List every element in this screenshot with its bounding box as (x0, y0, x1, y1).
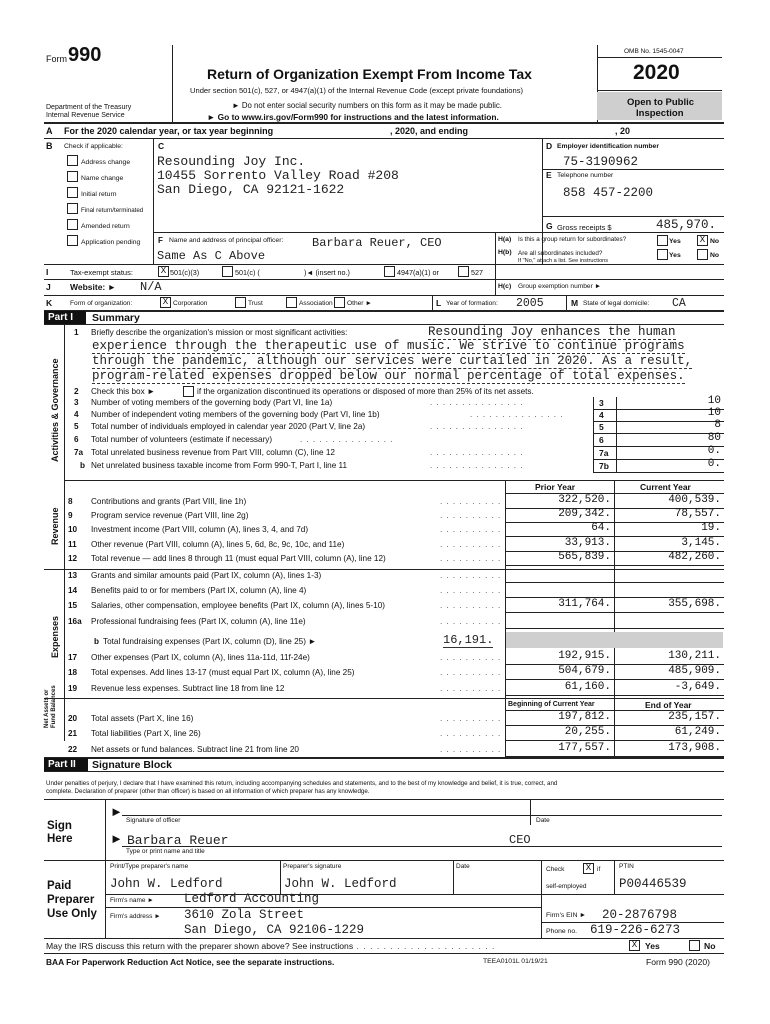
gov-box-num: 6 (599, 435, 604, 445)
line-a-text: For the 2020 calendar year, or tax year beginning (64, 126, 274, 136)
line-a-ending: , 2020, and ending (390, 126, 469, 136)
gov-box-frame (593, 409, 617, 421)
gov-box-num: 7a (599, 448, 609, 458)
open-public-1: Open to Public (627, 97, 695, 108)
discuss-yes-label: Yes (645, 941, 660, 951)
leader-dots: . . . . . . . . . . (440, 511, 502, 520)
discuss-no-checkbox[interactable] (689, 940, 700, 951)
line-text: Total assets (Part X, line 16) (91, 714, 194, 723)
opt-501c3: 501(c)(3) (170, 268, 200, 277)
firm-ein-label: Firm's EIN ► (546, 912, 587, 919)
prior-value: 177,557. (558, 742, 611, 754)
line-num: 22 (68, 745, 78, 754)
year-formation: 2005 (516, 297, 544, 310)
hc-label: H(c) (498, 283, 512, 290)
current-value: 355,698. (668, 598, 721, 610)
501c-checkbox[interactable] (222, 266, 233, 277)
check-label: Initial return (81, 191, 117, 198)
side-expenses: Expenses (50, 615, 60, 658)
gov-box-num: 7b (599, 461, 609, 471)
form-reference: Form 990 (2020) (646, 957, 711, 967)
row-line (505, 628, 724, 629)
use-only-label: Use Only (47, 908, 97, 920)
section-g-label: G (546, 221, 553, 231)
section-e-text: Telephone number (557, 172, 614, 179)
penalty-text-2: complete. Declaration of preparer (other than officer) is based on all information of which preparer has any knowledge. (46, 788, 370, 795)
section-f-text: Name and address of principal officer: (169, 237, 284, 244)
line-a-20: , 20 (615, 126, 631, 136)
line-num: 13 (68, 571, 78, 580)
sign-arrow-icon-2: ► (110, 831, 123, 846)
line-text: Contributions and grants (Part VIII, line 1h) (91, 497, 247, 506)
opt-4947: 4947(a)(1) or (397, 268, 439, 277)
row-line (505, 740, 724, 741)
here-label: Here (47, 833, 73, 845)
gov-box-frame (593, 397, 617, 409)
signer-title: CEO (509, 833, 531, 847)
hb-yes-checkbox[interactable] (657, 249, 668, 260)
gov-value: 8 (714, 419, 721, 431)
checkbox-amended-return[interactable] (67, 219, 78, 230)
gov-box-frame (593, 434, 617, 446)
firm-ein: 20-2876798 (602, 908, 678, 922)
print-name-label: Print/Type preparer's name (110, 863, 189, 870)
side-net-assets-1: Net Assets or (44, 689, 50, 728)
current-value: 130,211. (668, 650, 721, 662)
preparer-name: John W. Ledford (110, 877, 223, 891)
firm-address-1: 3610 Zola Street (184, 908, 305, 922)
gov-box-num: 5 (599, 422, 604, 432)
part1-title: Summary (92, 312, 140, 324)
discuss-no-label: No (704, 941, 716, 951)
line-num: 14 (68, 586, 78, 595)
line-a-label: A (46, 126, 53, 136)
line-num: 9 (68, 511, 73, 520)
row-line (505, 679, 724, 680)
section-g-text: Gross receipts $ (557, 223, 612, 232)
hb-text: Are all subordinates included? (518, 250, 603, 257)
4947-checkbox[interactable] (384, 266, 395, 277)
line-text: Salaries, other compensation, employee benefits (Part IX, column (A), lines 5-10) (91, 601, 385, 610)
checkbox-address-change[interactable] (67, 155, 78, 166)
prior-value: 504,679. (558, 665, 611, 677)
sign-label: Sign (47, 820, 72, 832)
check-label: Application pending (81, 239, 141, 246)
penalty-text-1: Under penalties of perjury, I declare that I have examined this return, including accompanying schedules and statements, and to the best of my knowledge and belief, it is true, correct, and (46, 780, 558, 787)
section-d-text: Employer identification number (557, 143, 659, 150)
preparer-sig-label: Preparer's signature (283, 863, 342, 870)
line-num: 18 (68, 668, 78, 677)
line-text: Benefits paid to or for members (Part IX, column (A), line 4) (91, 586, 307, 595)
line-num: 20 (68, 714, 78, 723)
gross-receipts-value: 485,970. (656, 218, 717, 232)
line-text: Revenue less expenses. Subtract line 18 from line 12 (91, 684, 285, 693)
row-line (505, 695, 724, 696)
gov-line-num: 5 (74, 422, 79, 431)
ptin-value: P00446539 (619, 877, 687, 891)
line-text: Other expenses (Part IX, column (A), lines 11a-11d, 11f-24e) (91, 653, 310, 662)
hb-note: If "No," attach a list. See instructions (518, 258, 609, 264)
form-number: 990 (68, 44, 102, 66)
line-num: 11 (68, 540, 77, 549)
ha-label: H(a) (498, 236, 512, 243)
leader-dots: . . . . . . . . . . (440, 525, 502, 534)
line2-num: 2 (74, 387, 79, 396)
side-activities-governance: Activities & Governance (50, 358, 60, 462)
type-name-label: Type or print name and title (126, 848, 205, 855)
line1-text: Briefly describe the organization's mission or most significant activities: (91, 328, 348, 337)
sign-arrow-icon: ► (110, 804, 123, 819)
line-m-text: State of legal domicile: (583, 300, 650, 307)
hb-no-checkbox[interactable] (697, 249, 708, 260)
preparer-phone: 619-226-6273 (590, 923, 681, 937)
mission-line-2: experience through the therapeutic use of music. We strive to continue programs (92, 339, 685, 353)
omb-number: OMB No. 1545-0047 (624, 48, 684, 55)
form-title: Return of Organization Exempt From Income Tax (207, 66, 532, 82)
leader-dots: . . . . . . . . . . (440, 729, 502, 738)
org-city: San Diego, CA 92121-1622 (157, 182, 345, 197)
notice-website: ► Go to www.irs.gov/Form990 for instructions and the latest information. (207, 112, 499, 122)
leader-dots: . . . . . . . . . . (440, 601, 502, 610)
leader-dots: . . . . . . . . . . (440, 684, 502, 693)
hc-text: Group exemption number ► (518, 283, 602, 290)
col-beginning-year: Beginning of Current Year (508, 701, 595, 708)
gov-line-text: Net unrelated business taxable income from Form 990-T, Part I, line 11 (91, 461, 348, 470)
line-num: 19 (68, 684, 78, 693)
hb-no-label: No (710, 252, 720, 259)
gov-value: 0. (707, 458, 721, 470)
prior-value: 33,913. (564, 537, 611, 549)
leader-dots: . . . . . . . . . . (440, 497, 502, 506)
leader-dots: . . . . . . . . . . (440, 540, 502, 549)
ein-value: 75-3190962 (563, 155, 639, 169)
ha-yes-label: Yes (669, 238, 681, 245)
baa-notice: BAA For Paperwork Reduction Act Notice, see the separate instructions. (46, 957, 335, 967)
dept-irs: Internal Revenue Service (46, 112, 125, 119)
gov-line-text: Number of voting members of the governing body (Part VI, line 1a) (91, 398, 333, 407)
preparer-label: Preparer (47, 894, 95, 906)
check-self-employed-label: Check (546, 866, 565, 873)
org-name: Resounding Joy Inc. (157, 154, 306, 169)
line-text: Program service revenue (Part VIII, line 2g) (91, 511, 249, 520)
preparer-date-label: Date (456, 863, 470, 870)
prior-value: 322,520. (558, 494, 611, 506)
line16b-shade (506, 632, 723, 648)
leader-dots: . . . . . . . . . . . . . . . (470, 410, 564, 419)
section-b-label: B (46, 141, 53, 151)
firm-name-label: Firm's name ► (110, 897, 154, 904)
current-value: 400,539. (668, 494, 721, 506)
mission-line-4: program-related expenses dropped below our normal percentage of total expenses. (92, 369, 685, 383)
line-text: Total expenses. Add lines 13-17 (must equal Part IX, column (A), line 25) (91, 668, 355, 677)
line1-num: 1 (74, 328, 79, 337)
line-j-text: Website: ► (70, 282, 117, 292)
tax-year: 2020 (633, 61, 680, 84)
line-text: Total revenue — add lines 8 through 11 (must equal Part VIII, column (A), line 12) (91, 554, 386, 563)
gov-line-num: 4 (74, 410, 79, 419)
current-value: 485,909. (668, 665, 721, 677)
prior-value: 209,342. (558, 508, 611, 520)
checkbox-initial-return[interactable] (67, 187, 78, 198)
part2-title: Signature Block (92, 759, 172, 771)
line-i-text: Tax-exempt status: (70, 268, 133, 277)
open-public-2: Inspection (636, 108, 684, 119)
gov-value: 10 (707, 395, 721, 407)
irs-discuss-question: May the IRS discuss this return with the preparer shown above? See instructions . . . . . . . . . . . . . . . . . . . . . (46, 941, 496, 951)
self-employed-label: self-employed (546, 883, 587, 890)
col-current-year: Current Year (640, 482, 691, 492)
current-value: 19. (701, 522, 721, 534)
discuss-yes-checkbox[interactable]: X (629, 940, 640, 951)
section-c-label: C (158, 141, 165, 151)
gov-line-num: 3 (74, 398, 79, 407)
ha-no-checkbox[interactable]: X (697, 235, 708, 246)
mission-line-1: Resounding Joy enhances the human (428, 325, 676, 339)
form-word: Form (46, 54, 67, 64)
gov-line-text: Total number of volunteers (estimate if necessary) (91, 435, 273, 444)
leader-dots: . . . . . . . . . . (440, 714, 502, 723)
mission-line-3: through the pandemic, although our services were curtailed in 2020. As a result, (92, 354, 693, 368)
phone-no-label: Phone no. (546, 928, 577, 935)
firm-address-label: Firm's address ► (110, 913, 161, 920)
leader-dots: . . . . . . . . . . (440, 586, 502, 595)
line-j-label: J (46, 282, 51, 292)
gov-line-text: Total number of individuals employed in calendar year 2020 (Part V, line 2a) (91, 422, 366, 431)
501c3-checkbox[interactable]: X (158, 266, 169, 277)
sign-date-label: Date (536, 817, 550, 824)
line-k-text: Form of organization: (70, 300, 133, 307)
current-value: 3,145. (681, 537, 721, 549)
dept-treasury: Department of the Treasury (46, 104, 132, 111)
line16b-num: b (94, 637, 100, 646)
current-value: 61,249. (674, 726, 721, 738)
current-value: 235,157. (668, 711, 721, 723)
line-num: 16a (68, 617, 82, 626)
section-b-check-if: Check if applicable: (64, 143, 123, 150)
opt-501c: 501(c) ( (235, 268, 260, 277)
current-value: -3,649. (674, 681, 721, 693)
line-num: 21 (68, 729, 78, 738)
prior-value: 192,915. (558, 650, 611, 662)
paid-label: Paid (47, 880, 72, 892)
prior-value: 197,812. (558, 711, 611, 723)
gov-box-num: 4 (599, 410, 604, 420)
gov-value: 0. (707, 445, 721, 457)
col-prior-year: Prior Year (535, 482, 576, 492)
leader-dots: . . . . . . . . . . . . . . . (300, 435, 394, 444)
org-address: 10455 Sorrento Valley Road #208 (157, 168, 399, 183)
part2-label: Part II (48, 759, 76, 770)
prior-value: 20,255. (564, 726, 611, 738)
current-value: 482,260. (668, 551, 721, 563)
form-subtitle: Under section 501(c), 527, or 4947(a)(1) of the Internal Revenue Code (except private foundations) (190, 86, 524, 95)
ha-yes-checkbox[interactable] (657, 235, 668, 246)
checkbox-application-pending[interactable] (67, 235, 78, 246)
gov-box-frame (593, 421, 617, 433)
opt-other: Other ► (347, 300, 372, 307)
line-num: 17 (68, 653, 78, 662)
line-text: Professional fundraising fees (Part IX, column (A), line 11e) (91, 617, 306, 626)
hb-yes-label: Yes (669, 252, 681, 259)
section-d-label: D (546, 141, 553, 151)
form-code: TEEA0101L 01/19/21 (483, 958, 548, 965)
part1-label: Part I (48, 312, 74, 323)
officer-name: Barbara Reuer, CEO (312, 236, 442, 250)
notice-ssn: ► Do not enter social security numbers on this form as it may be made public. (232, 101, 502, 110)
line2-text-a: Check this box ► (91, 387, 156, 396)
line16b-value: 16,191. (443, 633, 494, 647)
if-label: if (597, 866, 601, 873)
trust-checkbox[interactable] (235, 297, 246, 308)
527-checkbox[interactable] (458, 266, 469, 277)
opt-association: Association (299, 300, 333, 307)
check-label: Amended return (81, 223, 130, 230)
check-label: Name change (81, 175, 124, 182)
line-num: 8 (68, 497, 73, 506)
gov-line-num: 7a (74, 448, 84, 457)
gov-line-num: b (80, 461, 86, 470)
section-f-label: F (158, 236, 163, 245)
gov-value: 10 (707, 407, 721, 419)
opt-corporation: Corporation (173, 300, 208, 307)
current-value: 78,557. (674, 508, 721, 520)
line-k-label: K (46, 298, 53, 308)
gov-line-num: 6 (74, 435, 79, 444)
row-line (505, 612, 724, 613)
prior-value: 565,839. (558, 551, 611, 563)
line-l-label: L (436, 298, 442, 308)
line-text: Total liabilities (Part X, line 26) (91, 729, 201, 738)
firm-name: Ledford Accounting (184, 892, 320, 906)
check-label: Address change (81, 159, 131, 166)
ha-no-label: No (710, 238, 720, 245)
leader-dots: . . . . . . . . . . . . . . . (430, 461, 524, 470)
checkbox-final-return[interactable] (67, 203, 78, 214)
prior-value: 61,160. (564, 681, 611, 693)
line-text: Investment income (Part VIII, column (A), lines 3, 4, and 7d) (91, 525, 309, 534)
leader-dots: . . . . . . . . . . (440, 653, 502, 662)
leader-dots: . . . . . . . . . . (440, 745, 502, 754)
signature-of-officer-label: Signature of officer (126, 817, 181, 824)
website-value: N/A (140, 280, 162, 294)
state-domicile: CA (672, 297, 686, 310)
row-line (505, 582, 724, 583)
corporation-checkbox[interactable]: X (160, 297, 171, 308)
line-num: 10 (68, 525, 78, 534)
gov-box-num: 3 (599, 398, 604, 408)
line-num: 15 (68, 601, 78, 610)
col-end-year: End of Year (645, 700, 692, 710)
opt-527: 527 (471, 268, 483, 277)
line-num: 12 (68, 554, 78, 563)
phone-value: 858 457-2200 (563, 186, 654, 200)
opt-501c-insert: )◄ (insert no.) (304, 268, 350, 277)
gov-line-text: Total unrelated business revenue from Part VIII, column (C), line 12 (91, 448, 335, 457)
side-revenue: Revenue (50, 507, 60, 545)
line2-text-b: if the organization discontinued its operations or disposed of more than 25% of its net assets. (197, 387, 534, 396)
gov-value: 80 (707, 432, 721, 444)
other-checkbox[interactable] (334, 297, 345, 308)
line-text: Net assets or fund balances. Subtract line 21 from line 20 (91, 745, 299, 754)
self-employed-checkbox[interactable]: X (583, 863, 594, 874)
leader-dots: . . . . . . . . . . (440, 571, 502, 580)
leader-dots: . . . . . . . . . . (440, 668, 502, 677)
officer-signature-line[interactable] (122, 815, 722, 816)
line-i-label: I (46, 267, 49, 277)
row-line (505, 565, 724, 566)
leader-dots: . . . . . . . . . . (440, 617, 502, 626)
current-value: 173,908. (668, 742, 721, 754)
checkbox-name-change[interactable] (67, 171, 78, 182)
officer-address: Same As C Above (157, 249, 266, 263)
discontinued-checkbox[interactable] (183, 386, 194, 397)
leader-dots: . . . . . . . . . . . . . . . (430, 398, 524, 407)
preparer-signature: John W. Ledford (284, 877, 397, 891)
hb-label: H(b) (498, 249, 512, 256)
leader-dots: . . . . . . . . . . . . . . . (430, 422, 524, 431)
line16b-text: Total fundraising expenses (Part IX, column (D), line 25) ► (103, 637, 317, 646)
line-m-label: M (571, 298, 579, 308)
line-text: Grants and similar amounts paid (Part IX, column (A), lines 1-3) (91, 571, 322, 580)
gov-row-line (593, 472, 724, 473)
ha-text: Is this a group return for subordinates? (518, 236, 627, 243)
association-checkbox[interactable] (286, 297, 297, 308)
side-net-assets-2: Fund Balances (51, 685, 57, 728)
signer-name: Barbara Reuer (127, 833, 229, 848)
opt-trust: Trust (248, 300, 263, 307)
line-l-text: Year of formation: (446, 300, 498, 307)
section-e-label: E (546, 170, 552, 180)
gov-line-text: Number of independent voting members of the governing body (Part VI, line 1b) (91, 410, 380, 419)
leader-dots: . . . . . . . . . . . . . . . (430, 448, 524, 457)
firm-address-2: San Diego, CA 92106-1229 (184, 923, 365, 937)
line-text: Other revenue (Part VIII, column (A), lines 5, 6d, 8c, 9c, 10c, and 11e) (91, 540, 345, 549)
check-label: Final return/terminated (81, 207, 144, 214)
prior-value: 64. (591, 522, 611, 534)
prior-value: 311,764. (558, 598, 611, 610)
ptin-label: PTIN (619, 863, 634, 870)
leader-dots: . . . . . . . . . . (440, 554, 502, 563)
